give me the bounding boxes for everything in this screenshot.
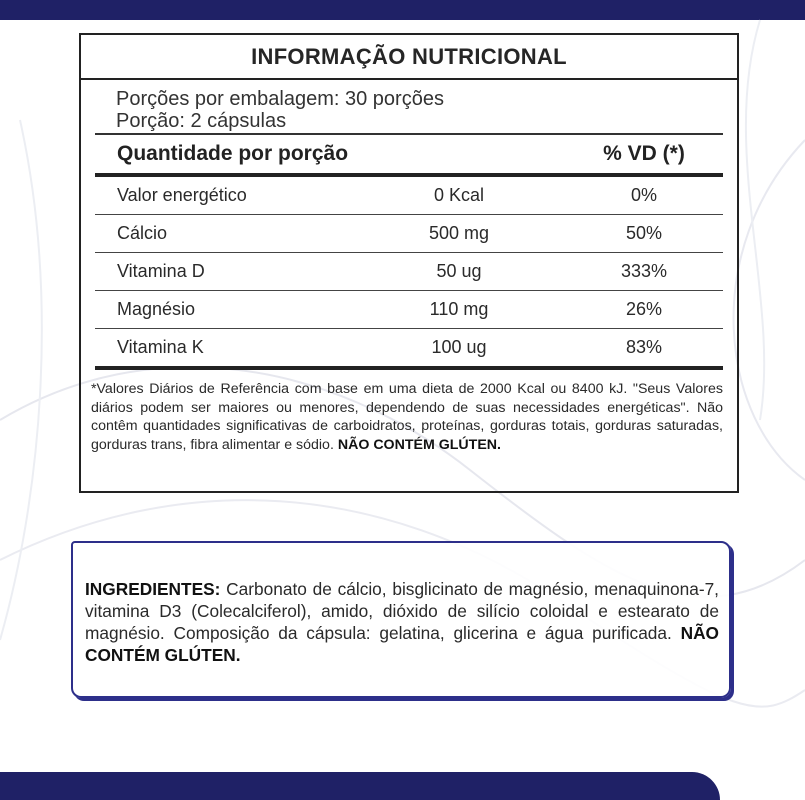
nutrient-name: Cálcio xyxy=(117,223,168,243)
table-row xyxy=(95,177,723,215)
nutrient-dv: 333% xyxy=(620,261,668,281)
header-dv: % VD (*) xyxy=(603,142,685,165)
nutrient-amount: 110 mg xyxy=(429,299,489,319)
bottom-banner xyxy=(0,772,720,800)
table-row xyxy=(95,291,723,329)
nutrient-name: Magnésio xyxy=(117,299,196,319)
footnote-gluten-warning: NÃO CONTÉM GLÚTEN. xyxy=(337,436,501,453)
nutrient-dv: 50% xyxy=(625,223,663,243)
nutrient-amount: 100 ug xyxy=(431,337,487,357)
nutrient-dv: 83% xyxy=(625,337,663,357)
nutrient-amount: 0 Kcal xyxy=(433,185,485,205)
nutrition-title: INFORMAÇÃO NUTRICIONAL xyxy=(81,35,737,80)
ingredients-panel xyxy=(71,541,731,698)
nutrition-table-header xyxy=(95,133,723,177)
nutrient-name: Valor energético xyxy=(117,185,247,205)
nutrient-dv: 26% xyxy=(625,299,663,319)
nutrient-dv: 0% xyxy=(630,185,657,205)
table-row xyxy=(95,329,723,370)
nutrition-table xyxy=(95,133,723,370)
nutrition-footnote xyxy=(91,380,723,454)
header-quantity: Quantidade por porção xyxy=(117,142,349,165)
table-row xyxy=(95,253,723,291)
nutrient-name: Vitamina D xyxy=(117,261,205,281)
nutrient-amount: 500 mg xyxy=(428,223,490,243)
ingredients-text: Carbonato de cálcio, bisglicinato de magnésio, menaquinona-7, vitamina D3 (Colecalciferol), amido, dióxido de silício coloidal e estearato de magnésio. Composição da cápsula: gelatina, glicerina e água purificada. xyxy=(85,579,719,644)
nutrient-name: Vitamina K xyxy=(117,337,204,357)
nutrition-facts-panel xyxy=(79,33,739,493)
servings-per-package: Porções por embalagem: 30 porções xyxy=(116,88,444,110)
table-row xyxy=(95,215,723,253)
nutrient-amount: 50 ug xyxy=(436,261,482,281)
footnote-text: *Valores Diários de Referência com base em uma dieta de 2000 Kcal ou 8400 kJ. "Seus Valores diários podem ser maiores ou menores, dependendo de suas necessidades energéticas". Não contêm quantidades significativas de carboidratos, proteínas, gorduras totais, gorduras saturadas, gorduras trans, fibra alimentar e sódio. xyxy=(91,381,723,453)
ingredients-paragraph xyxy=(73,560,729,666)
servings-info xyxy=(81,80,737,133)
ingredients-gluten-warning: NÃO CONTÉM GLÚTEN. xyxy=(85,623,719,666)
serving-size: Porção: 2 cápsulas xyxy=(116,110,287,132)
ingredients-label: INGREDIENTES: xyxy=(85,579,221,600)
